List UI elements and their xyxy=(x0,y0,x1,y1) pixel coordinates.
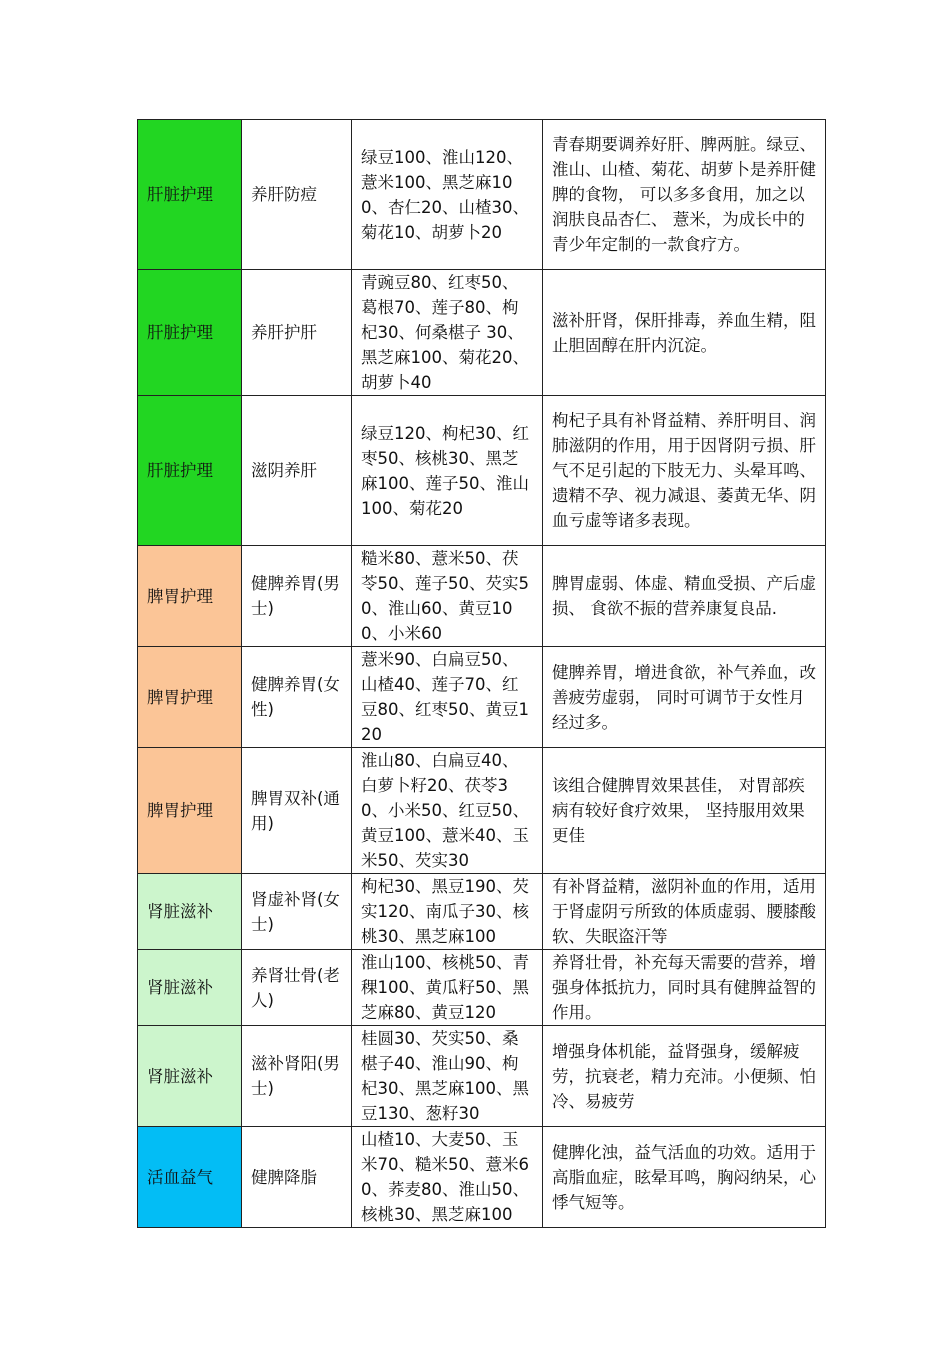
table-row xyxy=(138,1127,826,1228)
table-row xyxy=(138,546,826,647)
effect-cell: 健脾化浊，益气活血的功效。适用于高脂血症，眩晕耳鸣，胸闷纳呆，心悸气短等。 xyxy=(543,1127,826,1228)
ingredients-cell: 山楂10、大麦50、玉米70、糙米50、薏米60、荞麦80、淮山50、核桃30、黑芝麻100 xyxy=(352,1127,543,1228)
category-cell: 脾胃护理 xyxy=(138,546,242,647)
effect-cell: 脾胃虚弱、体虚、精血受损、产后虚损、 食欲不振的营养康复良品. xyxy=(543,546,826,647)
ingredients-cell: 绿豆100、淮山120、薏米100、黑芝麻100、杏仁20、山楂30、菊花10、胡萝卜20 xyxy=(352,120,543,270)
table-row xyxy=(138,1026,826,1127)
effect-cell: 增强身体机能，益肾强身，缓解疲劳，抗衰老，精力充沛。小便频、怕冷、易疲劳 xyxy=(543,1026,826,1127)
effect-cell: 有补肾益精，滋阴补血的作用，适用于肾虚阴亏所致的体质虚弱、腰膝酸软、失眠盗汗等 xyxy=(543,874,826,950)
effect-cell: 健脾养胃，增进食欲，补气养血，改善疲劳虚弱， 同时可调节于女性月经过多。 xyxy=(543,647,826,748)
table-row xyxy=(138,396,826,546)
effect-cell: 青春期要调养好肝、脾两脏。绿豆、淮山、山楂、菊花、胡萝卜是养肝健脾的食物， 可以多多食用，加之以润肤良品杏仁、 薏米，为成长中的青少年定制的一款食疗方。 xyxy=(543,120,826,270)
ingredients-cell: 桂圆30、芡实50、桑椹子40、淮山90、枸杞30、黑芝麻100、黑豆130、葱籽30 xyxy=(352,1026,543,1127)
category-cell: 肝脏护理 xyxy=(138,396,242,546)
recipe-name-cell: 养肝护肝 xyxy=(242,270,352,396)
category-cell: 肝脏护理 xyxy=(138,270,242,396)
effect-cell: 养肾壮骨，补充每天需要的营养，增强身体抵抗力，同时具有健脾益智的作用。 xyxy=(543,950,826,1026)
ingredients-cell: 枸杞30、黑豆190、芡实120、南瓜子30、核桃30、黑芝麻100 xyxy=(352,874,543,950)
category-cell: 活血益气 xyxy=(138,1127,242,1228)
category-cell: 脾胃护理 xyxy=(138,748,242,874)
recipe-name-cell: 养肝防痘 xyxy=(242,120,352,270)
ingredients-cell: 绿豆120、枸杞30、红枣50、核桃30、黑芝麻100、莲子50、淮山100、菊花20 xyxy=(352,396,543,546)
ingredients-cell: 青豌豆80、红枣50、葛根70、莲子80、枸杞30、何桑椹子 30、黑芝麻100、菊花20、胡萝卜40 xyxy=(352,270,543,396)
category-cell: 肾脏滋补 xyxy=(138,950,242,1026)
table-row xyxy=(138,270,826,396)
recipe-name-cell: 肾虚补肾(女士) xyxy=(242,874,352,950)
recipe-name-cell: 养肾壮骨(老人) xyxy=(242,950,352,1026)
category-cell: 肾脏滋补 xyxy=(138,874,242,950)
recipe-name-cell: 脾胃双补(通用) xyxy=(242,748,352,874)
table-row xyxy=(138,120,826,270)
table-row xyxy=(138,647,826,748)
recipe-name-cell: 健脾养胃(女性) xyxy=(242,647,352,748)
table-row xyxy=(138,748,826,874)
recipe-name-cell: 健脾养胃(男士) xyxy=(242,546,352,647)
recipe-name-cell: 滋补肾阳(男士) xyxy=(242,1026,352,1127)
ingredients-cell: 淮山100、核桃50、青稞100、黄瓜籽50、黑芝麻80、黄豆120 xyxy=(352,950,543,1026)
table-row xyxy=(138,874,826,950)
recipe-name-cell: 滋阴养肝 xyxy=(242,396,352,546)
category-cell: 肝脏护理 xyxy=(138,120,242,270)
recipe-name-cell: 健脾降脂 xyxy=(242,1127,352,1228)
table-row xyxy=(138,950,826,1026)
category-cell: 脾胃护理 xyxy=(138,647,242,748)
effect-cell: 该组合健脾胃效果甚佳， 对胃部疾病有较好食疗效果， 坚持服用效果更佳 xyxy=(543,748,826,874)
effect-cell: 滋补肝肾，保肝排毒，养血生精，阻止胆固醇在肝内沉淀。 xyxy=(543,270,826,396)
effect-cell: 枸杞子具有补肾益精、养肝明目、润肺滋阴的作用，用于因肾阴亏损、肝气不足引起的下肢无力、头晕耳鸣、遗精不孕、视力减退、萎黄无华、阴血亏虚等诸多表现。 xyxy=(543,396,826,546)
ingredients-cell: 糙米80、薏米50、茯苓50、莲子50、芡实50、淮山60、黄豆100、小米60 xyxy=(352,546,543,647)
recipe-table xyxy=(137,119,826,1228)
ingredients-cell: 淮山80、白扁豆40、白萝卜籽20、茯苓30、小米50、红豆50、黄豆100、薏米40、玉米50、芡实30 xyxy=(352,748,543,874)
category-cell: 肾脏滋补 xyxy=(138,1026,242,1127)
ingredients-cell: 薏米90、白扁豆50、山楂40、莲子70、红豆80、红枣50、黄豆120 xyxy=(352,647,543,748)
